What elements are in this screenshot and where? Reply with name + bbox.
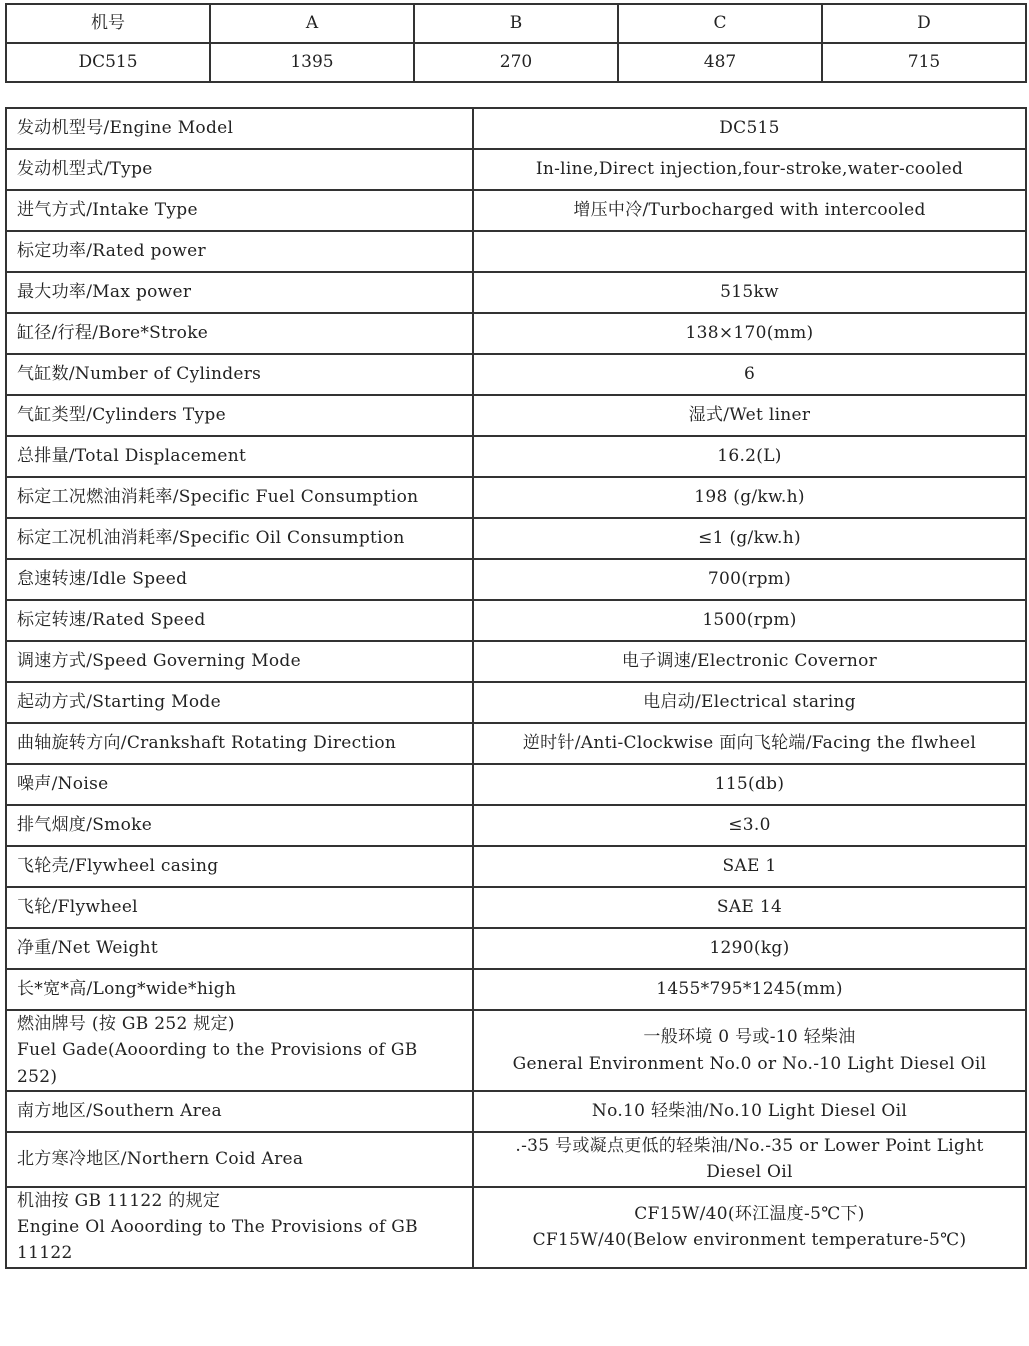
spec-row — [6, 1187, 1026, 1268]
spec-label-cell — [6, 272, 473, 313]
spec-value-line: Diesel Oil — [706, 1162, 793, 1183]
spec-row — [6, 1132, 1026, 1187]
spec-label-line: 发动机型式/Type — [17, 159, 153, 180]
spec-row — [6, 477, 1026, 518]
spec-value-cell — [473, 928, 1026, 969]
spec-label-cell — [6, 600, 473, 641]
dimension-header-cell: C — [618, 4, 822, 43]
spec-row — [6, 805, 1026, 846]
spec-label-line: 发动机型号/Engine Model — [17, 118, 234, 139]
spec-row — [6, 149, 1026, 190]
spec-label-line: Engine Ol Aooording to The Provisions of GB — [17, 1217, 418, 1238]
spec-value-line: SAE 1 — [722, 856, 777, 877]
spec-value-line: 16.2(L) — [717, 446, 782, 467]
spec-value-line: 逆时针/Anti-Clockwise 面向飞轮端/Facing the flwheel — [522, 733, 977, 754]
spec-row — [6, 354, 1026, 395]
spec-value-cell — [473, 1132, 1026, 1187]
spec-value-line: 6 — [743, 364, 756, 385]
spec-label-cell — [6, 395, 473, 436]
spec-row — [6, 641, 1026, 682]
spec-row — [6, 723, 1026, 764]
spec-value-cell — [473, 231, 1026, 272]
spec-label-line: 长*宽*高/Long*wide*high — [17, 979, 237, 1000]
spec-label-line: 最大功率/Max power — [17, 282, 192, 303]
spec-label-line: 总排量/Total Displacement — [17, 446, 247, 467]
spec-label-line: 标定工况燃油消耗率/Specific Fuel Consumption — [17, 487, 419, 508]
dimension-header-cell: A — [210, 4, 414, 43]
spec-value-cell — [473, 600, 1026, 641]
spec-value-cell — [473, 149, 1026, 190]
dimension-data-cell: 715 — [822, 43, 1026, 82]
spec-value-cell — [473, 846, 1026, 887]
engine-spec-table — [5, 107, 1027, 1269]
spec-label-line: 机油按 GB 11122 的规定 — [17, 1190, 221, 1211]
spec-value-line: ≤3.0 — [728, 815, 771, 836]
spec-value-cell — [473, 1187, 1026, 1268]
spec-row — [6, 928, 1026, 969]
spec-value-cell — [473, 108, 1026, 149]
spec-label-line: 飞轮壳/Flywheel casing — [17, 856, 219, 877]
spec-value-cell — [473, 518, 1026, 559]
spec-value-line: 一般环境 0 号或-10 轻柴油 — [643, 1027, 856, 1048]
spec-label-cell — [6, 682, 473, 723]
spec-label-cell — [6, 354, 473, 395]
spec-label-line: 净重/Net Weight — [17, 938, 159, 959]
spec-value-cell — [473, 354, 1026, 395]
spec-label-line: 南方地区/Southern Area — [17, 1101, 222, 1122]
spec-value-line: 电启动/Electrical staring — [643, 692, 856, 713]
dimension-data-row — [6, 43, 1026, 82]
spec-row — [6, 436, 1026, 477]
spec-row — [6, 600, 1026, 641]
spec-label-cell — [6, 846, 473, 887]
spec-value-line: CF15W/40(环江温度-5℃下) — [634, 1203, 865, 1224]
spec-value-line: 700(rpm) — [707, 569, 792, 590]
spec-value-line: No.10 轻柴油/No.10 Light Diesel Oil — [591, 1101, 908, 1122]
spec-value-line: SAE 14 — [716, 897, 783, 918]
spec-value-line: 115(db) — [714, 774, 785, 795]
spec-label-line: 进气方式/Intake Type — [17, 200, 198, 221]
spec-label-line: 调速方式/Speed Governing Mode — [17, 651, 301, 672]
spec-row — [6, 764, 1026, 805]
spec-row — [6, 846, 1026, 887]
dimension-data-cell: DC515 — [6, 43, 210, 82]
spec-value-line: 湿式/Wet liner — [688, 405, 811, 426]
spec-label-cell — [6, 190, 473, 231]
spec-label-line: 怠速转速/Idle Speed — [17, 569, 188, 590]
dimension-header-row — [6, 4, 1026, 43]
spec-label-cell — [6, 518, 473, 559]
spec-label-cell — [6, 641, 473, 682]
spec-value-cell — [473, 272, 1026, 313]
spec-label-line: 飞轮/Flywheel — [17, 897, 138, 918]
dimension-data-cell: 270 — [414, 43, 618, 82]
spec-value-cell — [473, 641, 1026, 682]
spec-label-cell — [6, 149, 473, 190]
spec-label-cell — [6, 1132, 473, 1187]
spec-label-cell — [6, 436, 473, 477]
spec-row — [6, 1010, 1026, 1091]
dimension-header-cell: 机号 — [6, 4, 210, 43]
spec-value-line: CF15W/40(Below environment temperature-5℃) — [532, 1230, 967, 1251]
spec-label-cell — [6, 313, 473, 354]
dimension-header-cell: D — [822, 4, 1026, 43]
spec-label-line: 起动方式/Starting Mode — [17, 692, 221, 713]
spec-value-line: ≤1 (g/kw.h) — [698, 528, 801, 549]
spec-label-cell — [6, 969, 473, 1010]
dimension-header-cell: B — [414, 4, 618, 43]
spec-label-cell — [6, 1187, 473, 1268]
spec-value-line: In-line,Direct injection,four-stroke,water-cooled — [535, 159, 964, 180]
spec-value-cell — [473, 477, 1026, 518]
spec-row — [6, 190, 1026, 231]
spec-label-cell — [6, 805, 473, 846]
spec-value-cell — [473, 682, 1026, 723]
spec-value-line: 515kw — [720, 282, 779, 303]
spec-value-line: 电子调速/Electronic Covernor — [621, 651, 878, 672]
spec-label-line: Fuel Gade(Aooording to the Provisions of GB — [17, 1040, 418, 1061]
spec-label-line: 曲轴旋转方向/Crankshaft Rotating Direction — [17, 733, 397, 754]
spec-row — [6, 682, 1026, 723]
spec-row — [6, 969, 1026, 1010]
spec-label-cell — [6, 108, 473, 149]
spec-value-cell — [473, 887, 1026, 928]
spec-row — [6, 1091, 1026, 1132]
spec-label-cell — [6, 231, 473, 272]
spec-label-cell — [6, 723, 473, 764]
spec-value-line: 198 (g/kw.h) — [694, 487, 805, 508]
spec-label-line: 噪声/Noise — [17, 774, 109, 795]
spec-label-cell — [6, 764, 473, 805]
spec-value-cell — [473, 969, 1026, 1010]
spec-label-line: 标定工况机油消耗率/Specific Oil Consumption — [17, 528, 405, 549]
spec-label-line: 排气烟度/Smoke — [17, 815, 153, 836]
spec-label-cell — [6, 1010, 473, 1091]
spec-label-line: 252) — [17, 1066, 58, 1087]
spec-label-cell — [6, 887, 473, 928]
spec-value-line: 1290(kg) — [709, 938, 790, 959]
dimension-table — [5, 3, 1027, 83]
spec-label-cell — [6, 928, 473, 969]
spec-row — [6, 559, 1026, 600]
spec-value-cell — [473, 313, 1026, 354]
spec-value-cell — [473, 559, 1026, 600]
spec-row — [6, 108, 1026, 149]
spec-value-cell — [473, 723, 1026, 764]
spec-value-line: General Environment No.0 or No.-10 Light Diesel Oil — [512, 1053, 987, 1074]
spec-value-cell — [473, 436, 1026, 477]
dimension-data-cell: 1395 — [210, 43, 414, 82]
spec-label-line: 缸径/行程/Bore*Stroke — [17, 323, 209, 344]
spec-label-line: 标定转速/Rated Speed — [17, 610, 206, 631]
spec-value-cell — [473, 805, 1026, 846]
spec-label-line: 气缸数/Number of Cylinders — [17, 364, 262, 385]
spec-row — [6, 272, 1026, 313]
spec-value-line: .-35 号或凝点更低的轻柴油/No.-35 or Lower Point Light — [515, 1136, 984, 1157]
spec-value-line: DC515 — [719, 118, 780, 139]
spec-row — [6, 313, 1026, 354]
spec-label-cell — [6, 559, 473, 600]
spec-value-line: 1455*795*1245(mm) — [656, 979, 843, 1000]
spec-value-line: 1500(rpm) — [702, 610, 797, 631]
spec-label-line: 燃油牌号 (按 GB 252 规定) — [17, 1014, 235, 1034]
spec-label-line: 北方寒冷地区/Northern Coid Area — [17, 1149, 304, 1170]
spec-value-cell — [473, 764, 1026, 805]
spec-row — [6, 395, 1026, 436]
spec-label-cell — [6, 1091, 473, 1132]
spec-value-line: 138×170(mm) — [685, 323, 814, 344]
spec-row — [6, 887, 1026, 928]
spec-value-cell — [473, 190, 1026, 231]
spec-value-cell — [473, 1091, 1026, 1132]
spec-label-line: 11122 — [17, 1243, 73, 1264]
spec-label-line: 气缸类型/Cylinders Type — [17, 405, 226, 426]
spec-value-cell — [473, 1010, 1026, 1091]
spec-label-cell — [6, 477, 473, 518]
spec-label-line: 标定功率/Rated power — [17, 241, 206, 262]
dimension-data-cell: 487 — [618, 43, 822, 82]
spec-row — [6, 518, 1026, 559]
spec-value-cell — [473, 395, 1026, 436]
spec-value-line: 增压中冷/Turbocharged with intercooled — [573, 200, 926, 221]
spec-row — [6, 231, 1026, 272]
